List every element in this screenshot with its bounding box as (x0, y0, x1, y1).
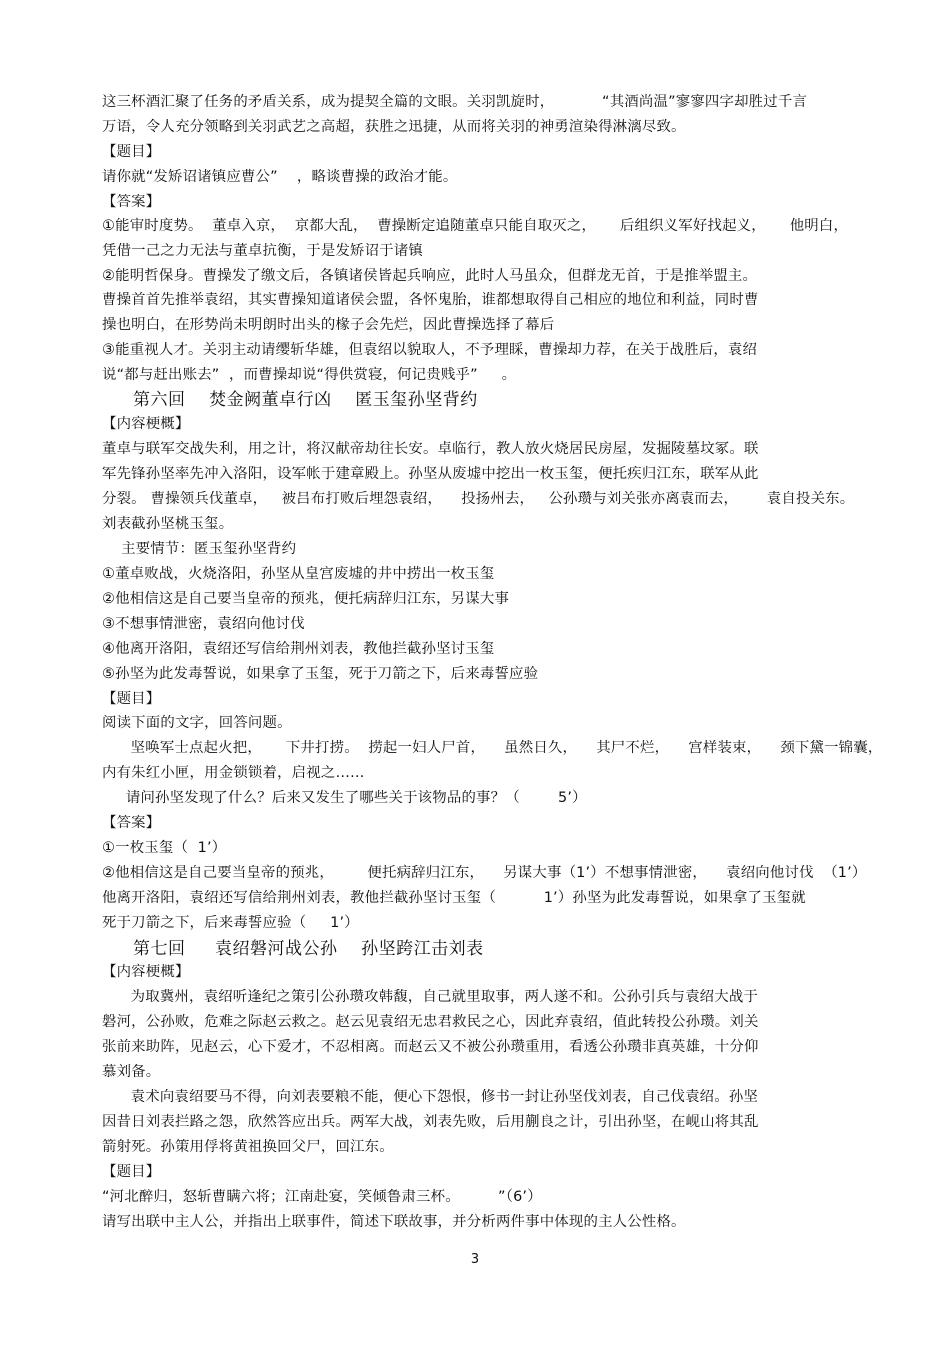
text-line: 为取冀州，袁绍听逢纪之策引公孙瓒攻韩馥，自己就里取事，两人遂不和。公孙引兵与袁绍大战于 (102, 989, 759, 1005)
section-label: 【内容梗概】 (102, 416, 190, 432)
text-line: 主要情节：匿玉玺孙坚背约 (102, 541, 297, 557)
list-item: ⑤孙坚为此发毒誓说，如果拿了玉玺，死于刀箭之下，后来毒誓应验 (102, 666, 539, 682)
text-line: 请写出联中主人公，并指出上联事件，简述下联故事，并分析两件事中体现的主人公性格。 (102, 1214, 686, 1230)
text-line: 死于刀箭之下，后来毒誓应验（ 1’） (102, 915, 359, 931)
list-item: ③不想事情泄密，袁绍向他讨伐 (102, 616, 305, 632)
text-line: ③能重视人才。关羽主动请缨斩华雄，但袁绍以貌取人，不予理睬，曹操却力荐，在关于战胜后，袁绍 (102, 342, 758, 358)
text-line: 内有朱红小匣，用金锁锁着，启视之…… (102, 765, 365, 781)
text-line: 凭借一己之力无法与董卓抗衡，于是发矫诏于诸镇 (102, 243, 423, 259)
text-line: ②他相信这是自己要当皇帝的预兆， 便托病辞归江东， 另谋大事（1’）不想事情泄密， 袁绍向他讨伐 （1’） (102, 865, 867, 881)
text-line: 箭射死。孙策用俘将黄祖换回父尸，回江东。 (102, 1139, 394, 1155)
section-label: 【内容梗概】 (102, 964, 190, 980)
text-line: 坚唤军士点起火把， 下井打捞。 捞起一妇人尸首， 虽然日久， 其尸不烂， 宫样装束， 颈下黛一锦囊， (102, 740, 883, 756)
list-item: ②他相信这是自己要当皇帝的预兆，便托病辞归江东，另谋大事 (102, 591, 510, 607)
section-label: 【答案】 (102, 815, 161, 831)
text-line: 因昔日刘表拦路之怨，欣然答应出兵。两军大战，刘表先败，后用蒯良之计，引出孙坚，在岘山将其乱 (102, 1114, 759, 1130)
list-item: ④他离开洛阳，袁绍还写信给荆州刘表，教他拦截孙坚讨玉玺 (102, 641, 495, 657)
text-line: 刘表截孙坚桃玉玺。 (102, 516, 234, 532)
text-line: 磐河，公孙败，危难之际赵云救之。赵云见袁绍无忠君救民之心，因此弃袁绍，值此转投公孙瓒。刘关 (102, 1014, 759, 1030)
text-line: 操也明白，在形势尚未明朗时出头的椽子会先烂，因此曹操选择了幕后 (102, 317, 555, 333)
section-label: 【题目】 (102, 1164, 161, 1180)
text-line: 万语，令人充分领略到关羽武艺之高超，获胜之迅捷，从而将关羽的神勇渲染得淋漓尽致。 (102, 119, 686, 135)
text-line: 慕刘备。 (102, 1064, 161, 1080)
text-line: 曹操首首先推举袁绍，其实曹操知道诸侯会盟，各怀鬼胎，谁都想取得自己相应的地位和利益，同时曹 (102, 292, 759, 308)
text-line: “河北醉归，怒斩曹瞒六将；江南赴宴，笑倾鲁肃三杯。 ”（6’） (102, 1189, 542, 1205)
text-line: 说“都与赶出账去” ，而曹操却说“得供赏寝，何记贵贱乎” 。 (102, 367, 517, 383)
text-line: 他离开洛阳，袁绍还写信给荆州刘表，教他拦截孙坚讨玉玺（ 1’）孙坚为此发毒誓说，如果拿了玉玺就 (102, 890, 806, 906)
text-line: 阅读下面的文字，回答问题。 (102, 715, 292, 731)
text-line: ②能明哲保身。曹操发了缴文后，各镇诸侯皆起兵响应，此时人马虽众，但群龙无首，于是推举盟主。 (102, 268, 758, 284)
text-line: 请问孙坚发现了什么？后来又发生了哪些关于该物品的事？（ 5’） (102, 790, 587, 806)
text-line: 请你就“发矫诏诸镇应曹公” ，略谈曹操的政治才能。 (102, 169, 458, 185)
section-label: 【题目】 (102, 691, 161, 707)
text-line: ①能审时度势。 董卓入京， 京都大乱， 曹操断定追随董卓只能自取灭之， 后组织义军好找起义， 他明白， (102, 218, 849, 234)
chapter-heading: 第六回 焚金阙董卓行凶 匿玉玺孙坚背约 (133, 390, 478, 410)
text-line: 张前来助阵，见赵云，心下爱才，不忍相离。而赵云又不被公孙瓒重用，看透公孙瓒非真英雄，十分仰 (102, 1039, 759, 1055)
text-line: 分裂。 曹操领兵伐董卓， 被吕布打败后埋怨袁绍， 投扬州去， 公孙瓒与刘关张亦离袁而去， 袁自投关东。 (102, 491, 855, 507)
text-line: 董卓与联军交战失利，用之计，将汉献帝劫往长安。卓临行，教人放火烧居民房屋，发掘陵墓坟冢。联 (102, 441, 759, 457)
list-item: ①董卓败战，火烧洛阳，孙坚从皇宫废墟的井中捞出一枚玉玺 (102, 566, 495, 582)
section-label: 【题目】 (102, 144, 161, 160)
text-line: 军先锋孙坚率先冲入洛阳，设军帐于建章殿上。孙坚从废墟中挖出一枚玉玺，便托疾归江东，联军从此 (102, 466, 759, 482)
section-label: 【答案】 (102, 194, 161, 210)
text-line: ①一枚玉玺（ 1’） (102, 840, 227, 856)
chapter-heading: 第七回 袁绍磐河战公孙 孙坚跨江击刘表 (133, 939, 484, 959)
page-number: 3 (470, 1252, 480, 1267)
text-line: 这三杯酒汇聚了任务的矛盾关系，成为提契全篇的文眼。关羽凯旋时， “其酒尚温”寥寥四字却胜过千言 (102, 94, 808, 110)
text-line: 袁术向袁绍要马不得，向刘表要粮不能，便心下怨恨，修书一封让孙坚伐刘表，自己伐袁绍。孙坚 (102, 1089, 759, 1105)
